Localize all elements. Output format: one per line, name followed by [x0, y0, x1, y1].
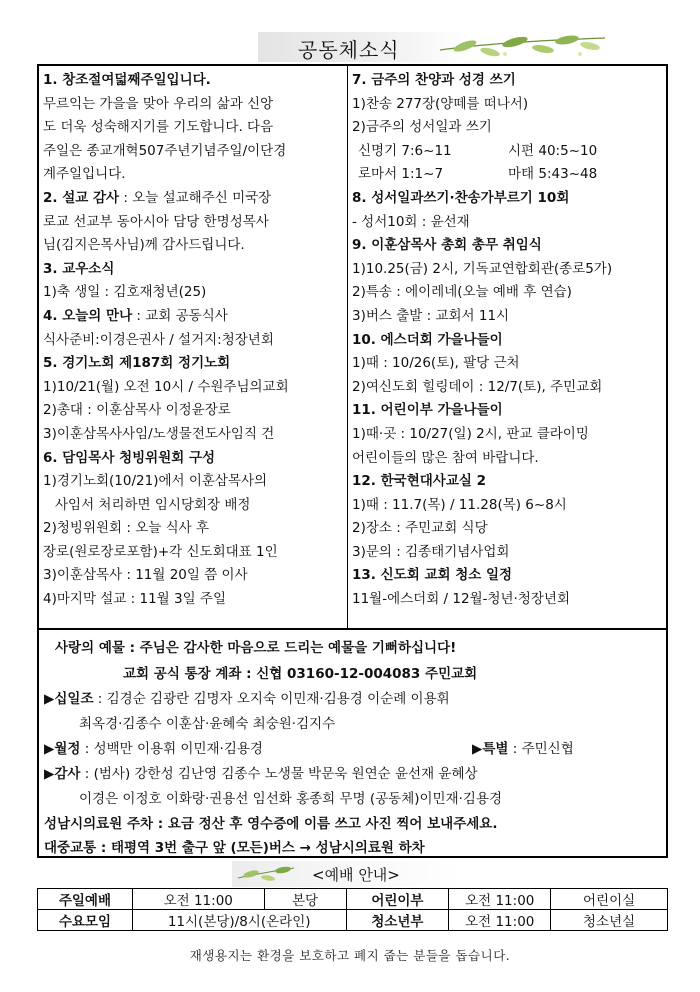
- tithe-line: [44, 687, 450, 707]
- left-column-line: 3. 교우소식: [43, 260, 115, 277]
- right-column-line: 1)10.25(금) 2시, 기독교연합회관(종로5가): [352, 260, 613, 277]
- left-column-line: [43, 187, 345, 211]
- verse-left: 로마서 1:1~7: [358, 166, 444, 183]
- parking-notice: 성남시의료원 주차 : 요금 정산 후 영수증에 이름 쓰고 사진 찍어 보내주세요.: [44, 816, 498, 832]
- tithe-names: : 김경순 김광란 김명자 오지숙 이민재·김용경 이순례 이용휘: [93, 691, 450, 707]
- table-cell: 본당: [264, 889, 346, 910]
- right-column-line: 11월-에스더회 / 12월-청년·청장년회: [352, 591, 571, 608]
- table-cell: 수요모임: [38, 910, 133, 931]
- worship-banner: [232, 861, 465, 887]
- thanks-line: [44, 762, 478, 782]
- left-column-line: 주일은 종교개혁507주년기념주일/이단경: [43, 142, 287, 159]
- left-column-line: 3)이훈삼목사사임/노생물전도사임직 건: [43, 425, 275, 442]
- right-column-line: [352, 163, 664, 187]
- left-column-line: 사임서 처리하면 임시당회장 배정: [55, 496, 251, 513]
- monthly-label: ▶월정: [44, 741, 81, 757]
- right-column-line: 1)때 : 10/26(토), 팔당 근처: [352, 355, 520, 372]
- table-row: [38, 889, 668, 910]
- right-column-line: - 성서10회 : 윤선재: [352, 213, 470, 230]
- right-column-line: 10. 에스더회 가을나들이: [352, 331, 503, 348]
- right-column-line: 8. 성서일과쓰기·찬송가부르기 10회: [352, 189, 570, 206]
- tithe-names-2: 최옥경·김종수 이훈삼·윤혜숙 최숭원·김지수: [79, 716, 336, 732]
- left-column-line: 1. 창조절여덟째주일입니다.: [43, 72, 211, 88]
- left-column-line: 장로(원로장로포함)+각 신도회대표 1인: [43, 543, 278, 560]
- leaf-decoration-icon: [236, 864, 296, 884]
- table-cell: 오전 11:00: [449, 889, 551, 910]
- bank-account: 교회 공식 통장 계좌 : 신협 03160-12-004083 주민교회: [123, 666, 478, 682]
- item-heading: 4. 오늘의 만나: [43, 307, 133, 324]
- monthly-names: : 성백만 이용휘 이민재·김용경: [80, 741, 263, 757]
- item-text: : 교회 공동식사: [132, 307, 228, 324]
- right-column-line: 2)여신도회 힐링데이 : 12/7(토), 주민교회: [352, 378, 603, 395]
- special-line: [472, 737, 574, 757]
- right-column-line: 11. 어린이부 가을나들이: [352, 402, 503, 419]
- special-label: ▶특별: [472, 741, 509, 757]
- left-column-line: 식사준비:이경은권사 / 설거지:청장년회: [43, 331, 274, 348]
- left-column-line: 1)축 생일 : 김호재청년(25): [43, 284, 207, 301]
- item-heading: 2. 설교 감사: [43, 189, 120, 206]
- leaf-decoration-icon: [435, 32, 610, 62]
- table-cell: 청소년부: [346, 910, 449, 931]
- verse-right: 시편 40:5~10: [508, 142, 598, 159]
- left-column-line: 5. 경기노회 제187회 정기노회: [43, 355, 231, 372]
- title-banner: [258, 32, 610, 62]
- offering-title: 사랑의 예물 : 주님은 감사한 마음으로 드리는 예물을 기뻐하십니다!: [55, 640, 457, 656]
- left-column: [43, 69, 345, 612]
- right-column-line: 13. 신도회 교회 청소 일정: [352, 567, 513, 584]
- left-column-line: 6. 담임목사 청빙위원회 구성: [43, 449, 216, 466]
- left-column-line: 도 더욱 성숙해지기를 기도합니다. 다음: [43, 119, 274, 136]
- right-column-line: 2)장소 : 주민교회 식당: [352, 520, 488, 537]
- left-column-line: 4)마지막 설교 : 11월 3일 주일: [43, 591, 226, 608]
- thanks-names-2: 이경은 이정호 이화랑·권용선 임선화 홍종희 무명 (공동체)이민재·김용경: [79, 791, 503, 807]
- footer-note: 재생용지는 환경을 보호하고 폐지 줍는 분들을 돕습니다.: [189, 948, 511, 963]
- offering-box: [37, 630, 668, 858]
- right-column-line: 7. 금주의 찬양과 성경 쓰기: [352, 72, 516, 88]
- thanks-names: : (범사) 강한성 김난영 김종수 노생물 박문욱 원연순 윤선재 윤혜상: [80, 766, 478, 782]
- news-box: [37, 64, 668, 630]
- left-column-line: 님(김지은목사님)께 감사드립니다.: [43, 237, 245, 254]
- table-cell: 어린이부: [346, 889, 449, 910]
- right-column-line: 2)특송 : 에이레네(오늘 예배 후 연습): [352, 284, 572, 301]
- left-column-line: [43, 305, 345, 329]
- left-column-line: 2)총대 : 이훈삼목사 이정윤장로: [43, 402, 231, 419]
- table-cell: 어린이실: [551, 889, 668, 910]
- worship-schedule-table: [37, 888, 668, 931]
- tithe-label: ▶십일조: [44, 691, 94, 707]
- monthly-line: [44, 737, 263, 757]
- right-column: [352, 69, 664, 612]
- page-title: 공동체소식: [298, 38, 400, 62]
- verse-left: 신명기 7:6~11: [358, 142, 452, 159]
- column-divider: [347, 66, 348, 628]
- table-row: [38, 910, 668, 931]
- item-text: : 오늘 설교해주신 미국장: [119, 189, 272, 206]
- left-column-line: 3)이훈삼목사 : 11월 20일 쯤 이사: [43, 567, 248, 584]
- left-column-line: 1)10/21(월) 오전 10시 / 수원주님의교회: [43, 378, 289, 395]
- special-names: : 주민신협: [508, 741, 574, 757]
- table-cell: 청소년실: [551, 910, 668, 931]
- worship-title: <예배 안내>: [312, 866, 400, 884]
- right-column-line: 2)금주의 성서일과 쓰기: [352, 119, 492, 136]
- table-cell: 주일예배: [38, 889, 133, 910]
- right-column-line: 3)버스 출발 : 교회서 11시: [352, 307, 510, 324]
- left-column-line: 1)경기노회(10/21)에서 이훈삼목사의: [43, 473, 268, 490]
- table-cell: 오전 11:00: [132, 889, 264, 910]
- right-column-line: [352, 140, 664, 164]
- verse-right: 마태 5:43~48: [508, 166, 598, 183]
- table-cell: 11시(본당)/8시(온라인): [132, 910, 346, 931]
- left-column-line: 로교 선교부 동아시아 담당 한명성목사: [43, 213, 269, 230]
- right-column-line: 1)때·곳 : 10/27(일) 2시, 판교 클라이밍: [352, 425, 589, 442]
- right-column-line: 1)때 : 11.7(목) / 11.28(목) 6~8시: [352, 496, 567, 513]
- right-column-line: 1)찬송 277장(양떼를 떠나서): [352, 95, 529, 112]
- table-cell: 오전 11:00: [449, 910, 551, 931]
- thanks-label: ▶감사: [44, 766, 81, 782]
- transit-notice: 대중교통 : 태평역 3번 출구 앞 (모든)버스 → 성남시의료원 하차: [44, 840, 425, 856]
- left-column-line: 2)청빙위원회 : 오늘 식사 후: [43, 520, 209, 537]
- right-column-line: 3)문의 : 김종태기념사업회: [352, 543, 510, 560]
- left-column-line: 무르익는 가을을 맞아 우리의 삶과 신앙: [43, 95, 274, 112]
- right-column-line: 12. 한국현대사교실 2: [352, 473, 486, 490]
- right-column-line: 9. 이훈삼목사 총회 총무 취임식: [352, 237, 542, 254]
- right-column-line: 어린이들의 많은 참여 바랍니다.: [352, 449, 539, 466]
- left-column-line: 계주일입니다.: [43, 166, 126, 183]
